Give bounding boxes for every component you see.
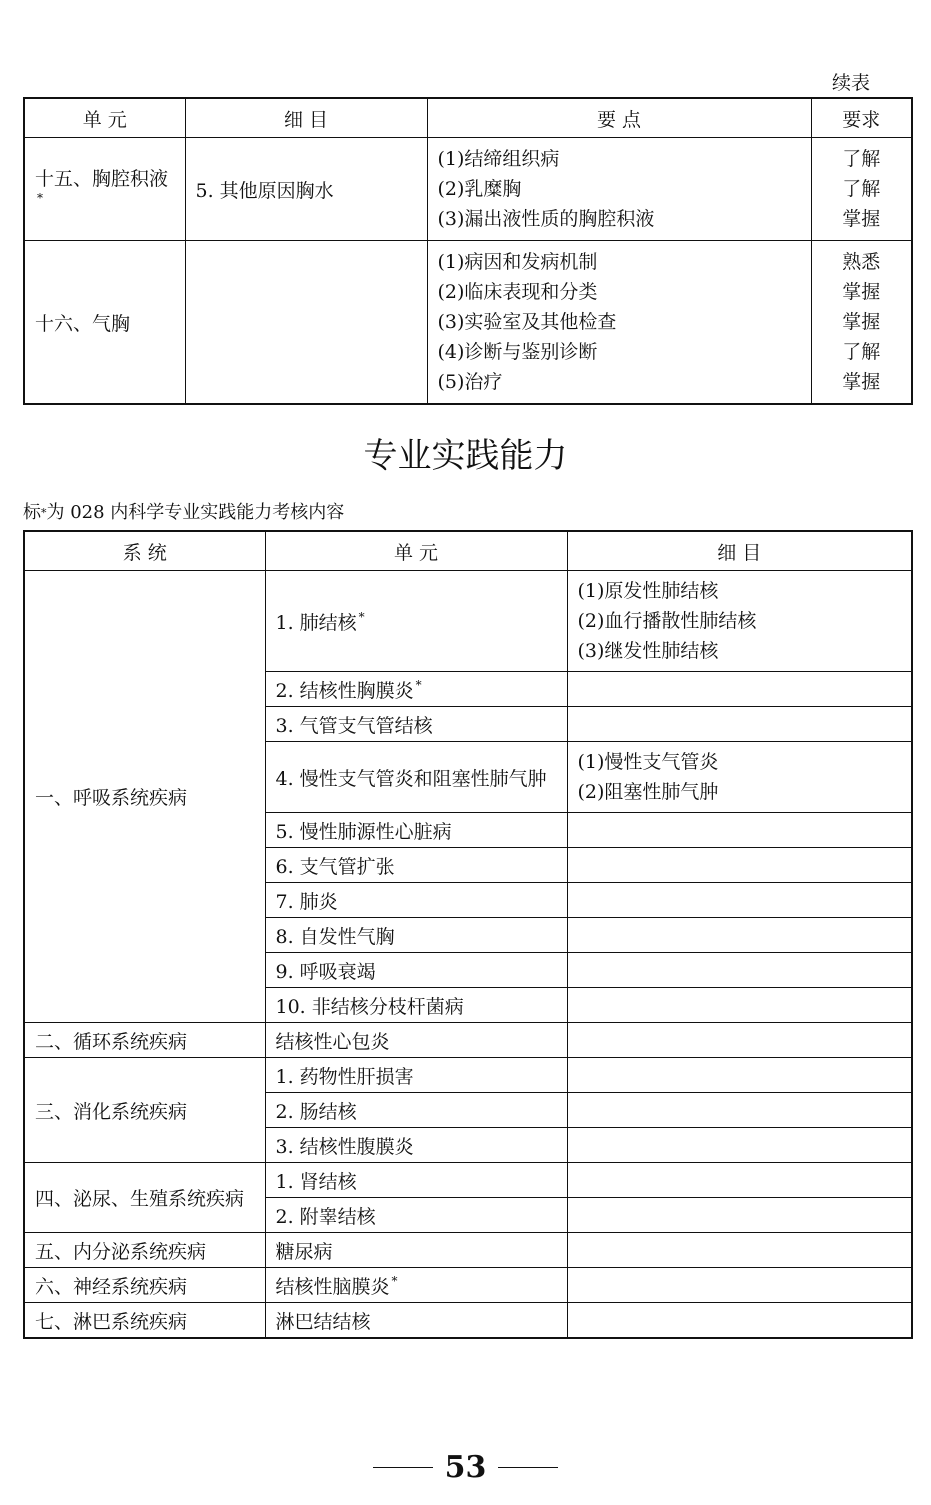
system-cell: 五、内分泌系统疾病 [24,1233,265,1268]
unit-cell [265,672,567,707]
detail-cell [567,707,912,742]
page-number-rule-left [373,1467,433,1468]
header-detail: 细 目 [567,531,912,571]
requirement-item: 掌握 [842,281,881,303]
point-item: (4)诊断与鉴别诊断 [437,341,598,363]
star-mark: * [415,678,422,693]
points-cell [427,241,811,405]
table-row [24,1023,912,1058]
unit-cell [265,571,567,672]
detail-item: (1)原发性肺结核 [577,580,719,602]
requirement-item: 熟悉 [842,251,881,273]
requirement-cell [811,138,912,241]
outline-table-continued [23,97,913,405]
detail-cell [567,1163,912,1198]
detail-cell [567,1303,912,1339]
note-line [23,498,344,524]
unit-cell: 2. 肠结核 [265,1093,567,1128]
unit-cell: 5. 慢性肺源性心脏病 [265,813,567,848]
detail-cell [567,742,912,813]
point-item: (1)病因和发病机制 [437,251,598,273]
system-cell: 六、神经系统疾病 [24,1268,265,1303]
page-number-rule-right [498,1467,558,1468]
unit-cell: 淋巴结结核 [265,1303,567,1339]
point-item: (2)临床表现和分类 [437,281,598,303]
page-number-text: 53 [444,1450,487,1485]
detail-cell [567,1233,912,1268]
unit-cell [265,1268,567,1303]
unit-label: 十五、胸腔积液 [35,167,169,190]
points-cell [427,138,811,241]
system-cell: 三、消化系统疾病 [24,1058,265,1163]
requirement-item: 了解 [842,341,881,363]
table-row [24,1268,912,1303]
star-mark: * [391,1274,398,1289]
table-row [24,241,912,405]
point-item: (3)实验室及其他检查 [437,311,617,333]
unit-cell: 4. 慢性支气管炎和阻塞性肺气肿 [265,742,567,813]
header-unit: 单 元 [24,98,185,138]
detail-cell [567,1128,912,1163]
point-item: (1)结缔组织病 [437,148,560,170]
requirement-item: 掌握 [842,208,881,230]
requirement-item: 了解 [842,178,881,200]
detail-item: (2)血行播散性肺结核 [577,610,757,632]
unit-cell: 9. 呼吸衰竭 [265,953,567,988]
detail-cell [567,1198,912,1233]
unit-cell: 十六、气胸 [24,241,185,405]
detail-cell [567,571,912,672]
section-title: 专业实践能力 [363,436,568,476]
detail-cell [567,988,912,1023]
table-header-row [24,531,912,571]
unit-cell: 1. 肾结核 [265,1163,567,1198]
page-number [0,1450,931,1485]
unit-label: 1. 肺结核 [275,611,357,634]
table-row [24,1058,912,1093]
unit-cell: 10. 非结核分枝杆菌病 [265,988,567,1023]
star-mark: * [41,506,47,520]
star-mark: * [37,190,43,205]
table-row [24,1303,912,1339]
header-points: 要 点 [427,98,811,138]
unit-cell: 7. 肺炎 [265,883,567,918]
star-mark: * [358,610,365,625]
detail-cell [567,1058,912,1093]
table-row [24,571,912,672]
detail-cell [567,672,912,707]
point-item: (2)乳糜胸 [437,178,522,200]
unit-cell: 糖尿病 [265,1233,567,1268]
requirement-cell [811,241,912,405]
detail-cell [567,918,912,953]
detail-item: (3)继发性肺结核 [577,640,719,662]
unit-cell: 3. 气管支气管结核 [265,707,567,742]
header-requirement: 要求 [811,98,912,138]
detail-cell [567,1023,912,1058]
point-item: (5)治疗 [437,371,503,393]
unit-cell: 结核性心包炎 [265,1023,567,1058]
detail-item: (1)慢性支气管炎 [577,751,719,773]
requirement-item: 掌握 [842,371,881,393]
unit-label: 2. 结核性胸膜炎 [275,679,414,702]
requirement-item: 了解 [842,148,881,170]
system-cell: 一、呼吸系统疾病 [24,571,265,1023]
note-prefix: 标 [23,502,41,523]
continued-label: 续表 [832,72,871,94]
header-unit: 单 元 [265,531,567,571]
system-cell: 二、循环系统疾病 [24,1023,265,1058]
header-system: 系 统 [24,531,265,571]
unit-cell [24,138,185,241]
note-text: 为 028 内科学专业实践能力考核内容 [46,502,345,523]
detail-cell [567,883,912,918]
unit-cell: 2. 附睾结核 [265,1198,567,1233]
detail-cell [567,1093,912,1128]
table-row [24,1233,912,1268]
table-row [24,138,912,241]
unit-label: 结核性脑膜炎 [275,1275,390,1298]
detail-item: (2)阻塞性肺气肿 [577,781,719,803]
detail-cell: 5. 其他原因胸水 [185,138,427,241]
point-item: (3)漏出液性质的胸腔积液 [437,208,655,230]
system-cell: 七、淋巴系统疾病 [24,1303,265,1339]
header-detail: 细 目 [185,98,427,138]
detail-cell [567,848,912,883]
unit-cell: 3. 结核性腹膜炎 [265,1128,567,1163]
unit-cell: 6. 支气管扩张 [265,848,567,883]
unit-cell: 1. 药物性肝损害 [265,1058,567,1093]
practice-table [23,530,913,1339]
table-row [24,1163,912,1198]
detail-cell [567,1268,912,1303]
detail-cell [185,241,427,405]
detail-cell [567,953,912,988]
requirement-item: 掌握 [842,311,881,333]
unit-cell: 8. 自发性气胸 [265,918,567,953]
detail-cell [567,813,912,848]
system-cell: 四、泌尿、生殖系统疾病 [24,1163,265,1233]
table-header-row [24,98,912,138]
